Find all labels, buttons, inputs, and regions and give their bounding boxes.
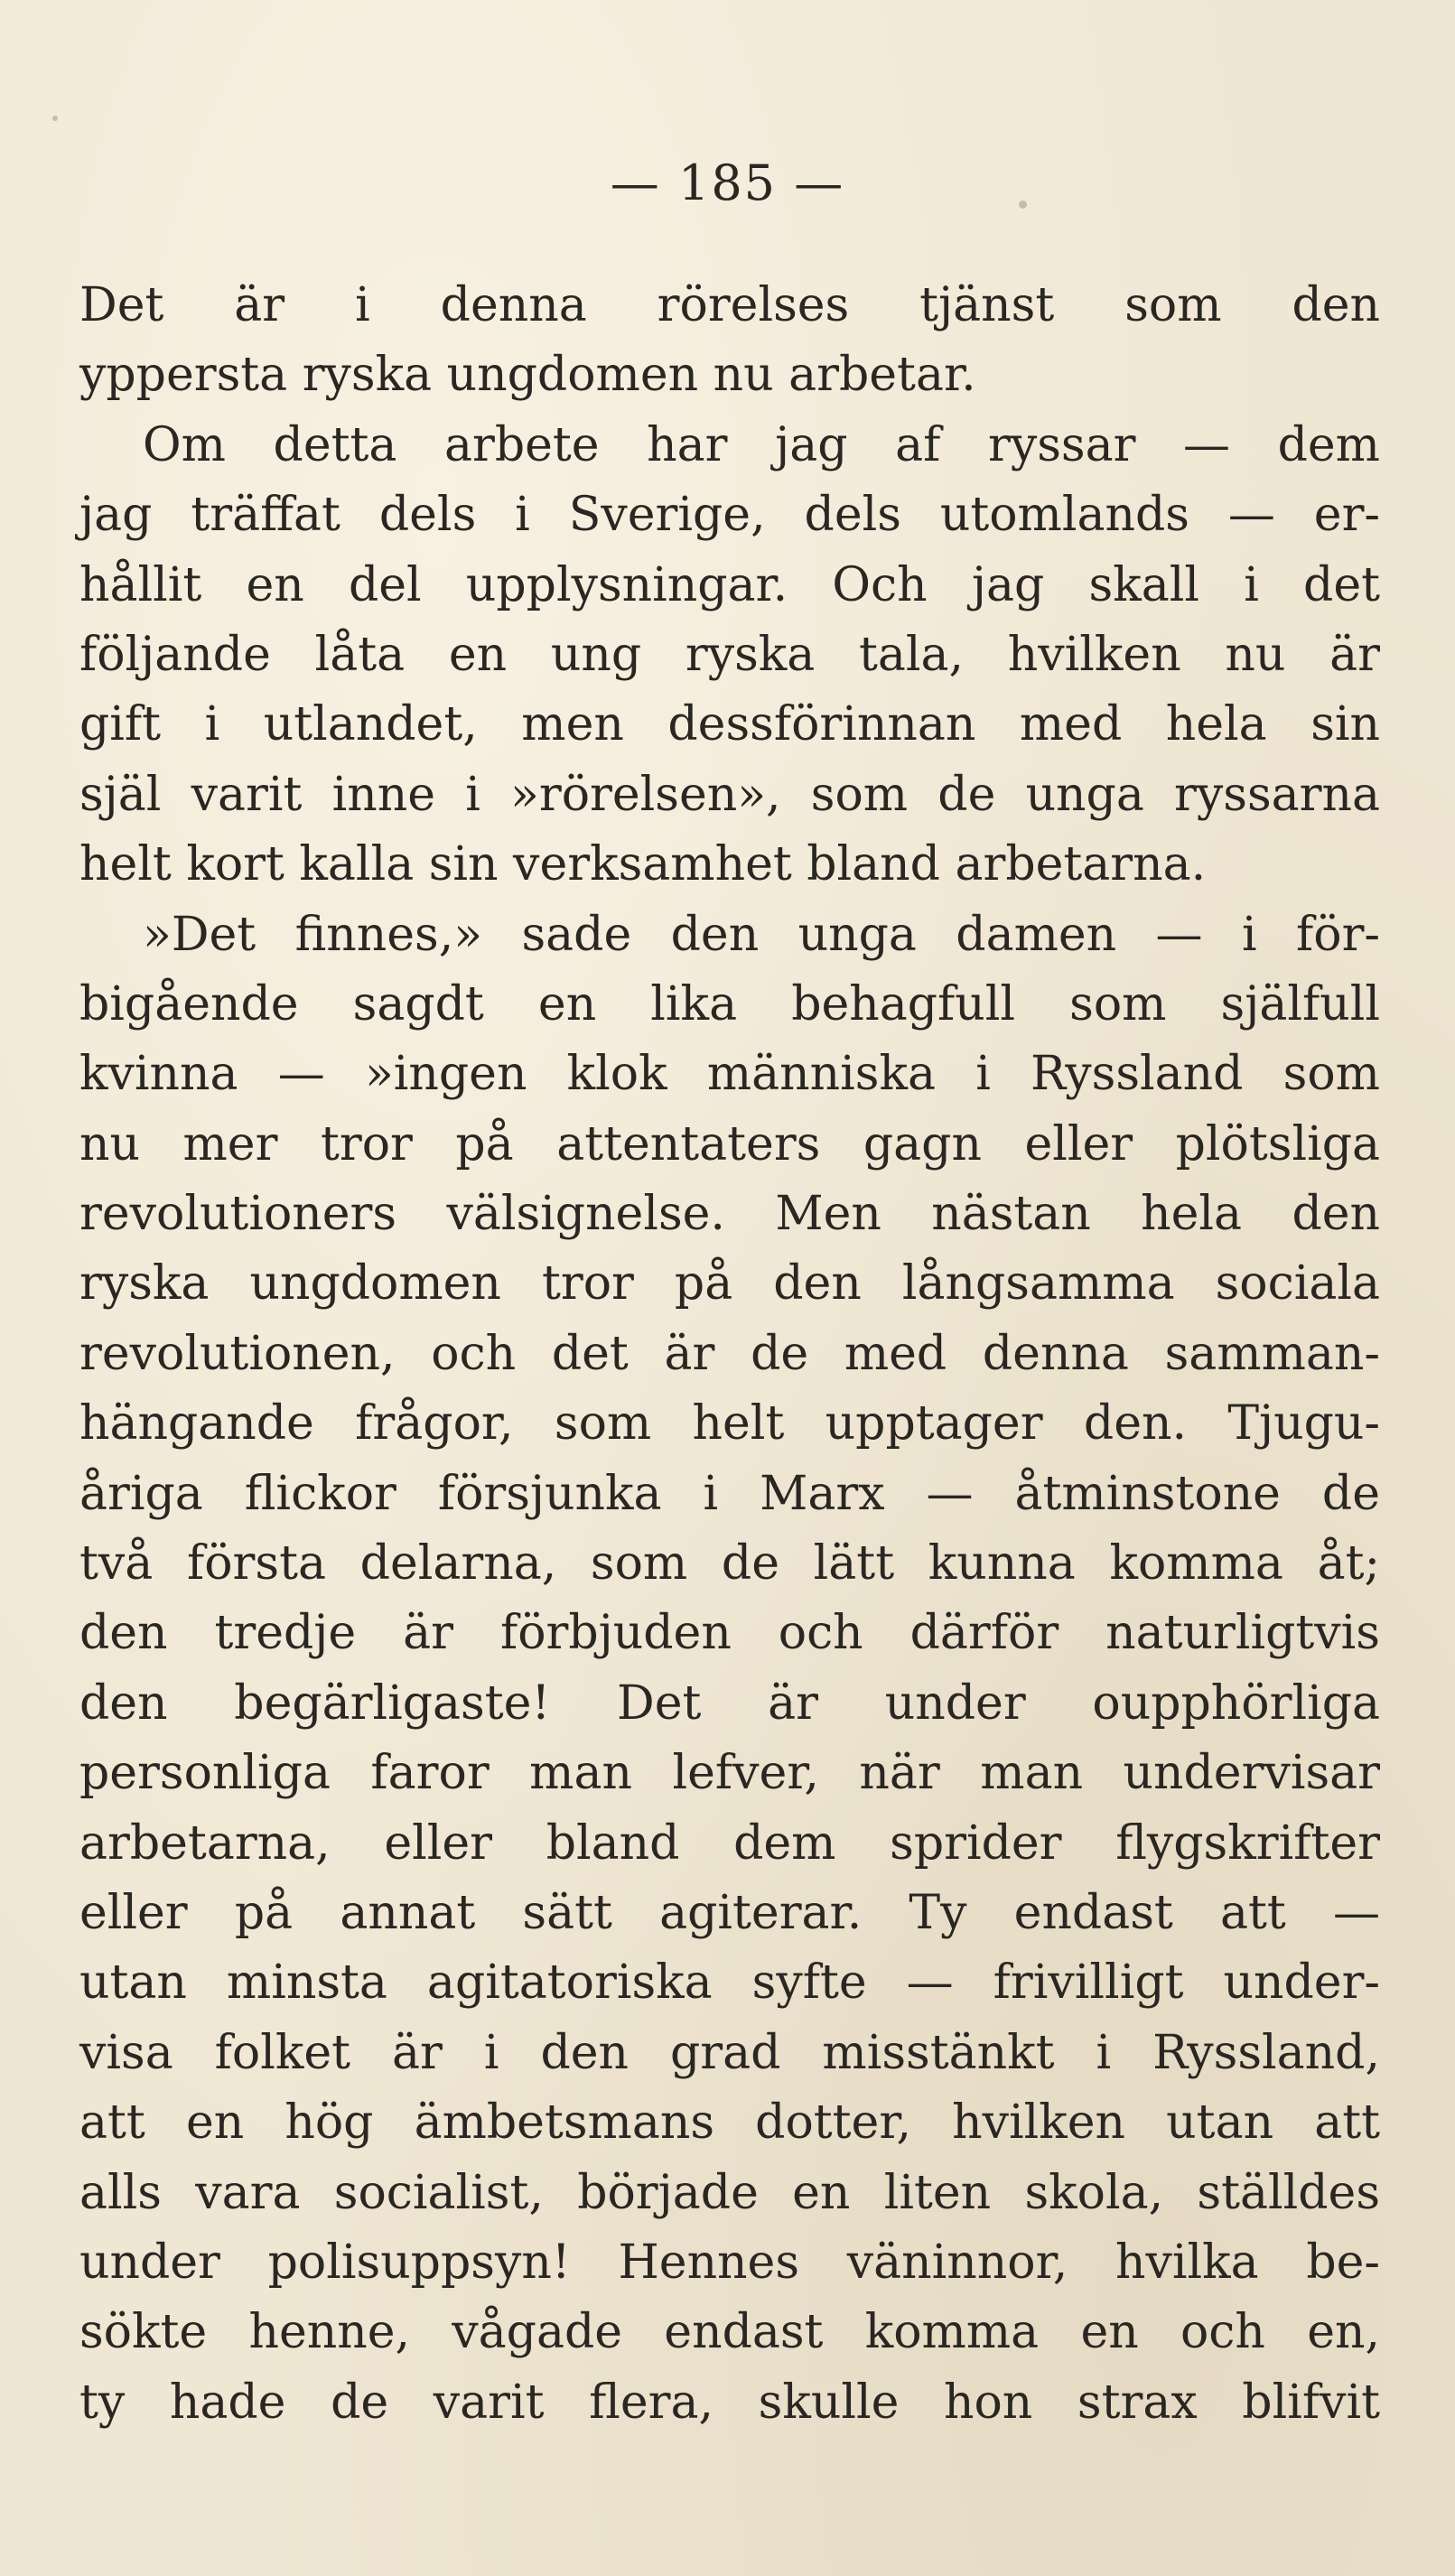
text-line: alls vara socialist, började en liten skola, ställdes [79, 2165, 1380, 2220]
text-line: den tredje är förbjuden och därför naturligtvis [79, 1606, 1380, 1661]
text-line: nu mer tror på attentaters gagn eller plötsliga [79, 1116, 1380, 1171]
text-line: visa folket är i den grad misstänkt i Ryssland, [79, 2025, 1380, 2080]
text-line: revolutioners välsignelse. Men nästan hela den [79, 1187, 1380, 1242]
text-line: två första delarna, som de lätt kunna komma åt; [79, 1536, 1380, 1591]
text-line: Om detta arbete har jag af ryssar — dem [143, 417, 1380, 472]
text-line: hållit en del upplysningar. Och jag skall i det [79, 557, 1380, 612]
text-line: kvinna — »ingen klok människa i Ryssland som [79, 1047, 1380, 1102]
text-line: »Det finnes,» sade den unga damen — i för- [143, 907, 1380, 962]
body-text [79, 271, 1380, 2438]
text-line: personliga faror man lefver, när man undervisar [79, 1746, 1380, 1801]
text-line: jag träffat dels i Sverige, dels utomlands — er- [79, 488, 1380, 543]
text-line: Det är i denna rörelses tjänst som den [79, 278, 1380, 332]
text-line: själ varit inne i »rörelsen», som de unga ryssarna [79, 767, 1380, 822]
text-line: yppersta ryska ungdomen nu arbetar. [79, 348, 976, 403]
text-line: att en hög ämbetsmans dotter, hvilken utan att [79, 2095, 1380, 2151]
text-line: ty hade de varit flera, skulle hon strax blifvit [79, 2375, 1380, 2430]
text-line: följande låta en ung ryska tala, hvilken nu är [79, 627, 1380, 682]
text-line: sökte henne, vågade endast komma en och en, [79, 2305, 1380, 2360]
text-line: hängande frågor, som helt upptager den. Tjugu- [79, 1396, 1380, 1451]
text-line: den begärligaste! Det är under oupphörliga [79, 1675, 1380, 1731]
text-line: eller på annat sätt agiterar. Ty endast att — [79, 1885, 1380, 1940]
text-line: helt kort kalla sin verksamhet bland arbetarna. [79, 837, 1207, 892]
text-line: åriga flickor försjunka i Marx — åtminstone de [79, 1466, 1380, 1521]
text-line: ryska ungdomen tror på den långsamma sociala [79, 1256, 1380, 1311]
text-line: under polisuppsyn! Hennes väninnor, hvilka be- [79, 2235, 1380, 2290]
text-line: arbetarna, eller bland dem sprider flygskrifter [79, 1815, 1380, 1871]
page-number: — 185 — [610, 154, 845, 211]
text-line: bigående sagdt en lika behagfull som själfull [79, 976, 1380, 1031]
text-line: gift i utlandet, men dessförinnan med hela sin [79, 697, 1380, 752]
text-line: utan minsta agitatoriska syfte — frivilligt under- [79, 1955, 1380, 2011]
text-line: revolutionen, och det är de med denna samman- [79, 1326, 1380, 1381]
paper-speck [52, 116, 58, 121]
